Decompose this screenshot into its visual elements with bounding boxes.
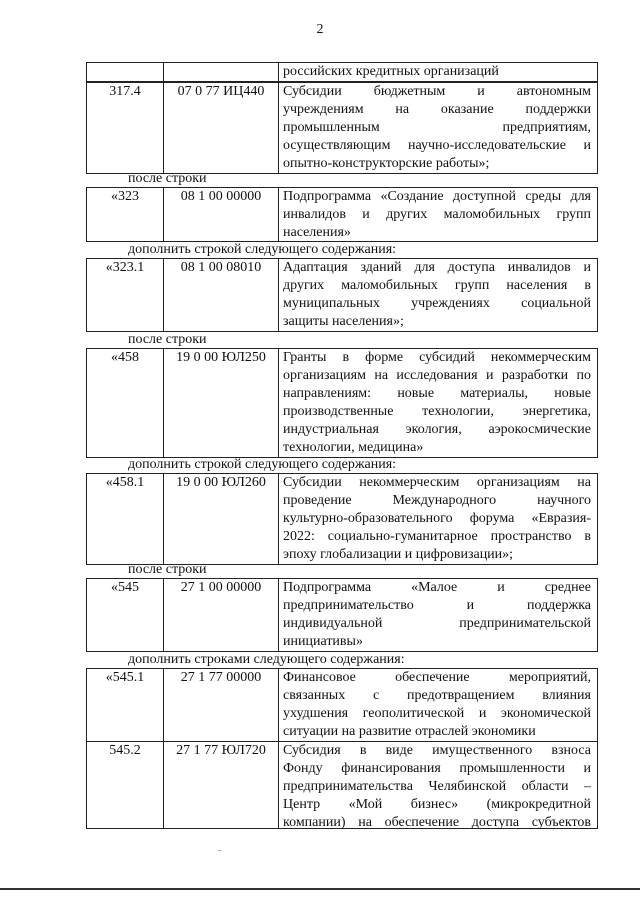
desc-line: Субсидии некоммерческим организациям на [283,475,591,490]
desc-line: предпринимательство и поддержка [283,598,591,613]
note-after-row: после строки [128,171,207,186]
page-number: 2 [316,22,324,37]
row-code: 545.2 [109,743,141,758]
desc-line: ситуации на развитие отраслей экономики [283,724,536,739]
desc-line: промышленным предприятиям, [283,120,591,135]
desc-line: культурно-образовательного форума «Евразия- [283,511,591,526]
note-add-rows: дополнить строками следующего содержания: [128,652,405,667]
desc-line: связанных с предотвращением влияния [283,688,591,703]
desc-line: ухудшения геополитической и экономической [283,706,591,721]
row-description [283,474,591,564]
desc-line: Субсидия в виде имущественного взноса [283,743,591,758]
desc-line: инициативы» [283,634,363,649]
row-description [283,579,591,651]
desc-line: Центр «Мой бизнес» (микрокредитной [283,797,591,812]
desc-line: Субсидии бюджетным и автономным [283,84,591,99]
desc-line: Подпрограмма «Создание доступной среды для [283,189,591,204]
desc-line: других маломобильных групп населения в [283,278,591,293]
row-description [283,742,591,832]
table-row [86,741,598,829]
row-code: «458 [111,350,139,365]
table-row [86,668,598,742]
desc-line: Адаптация зданий для доступа инвалидов и [283,260,591,275]
row-csr: 27 1 00 00000 [163,579,279,651]
row-description [283,349,591,457]
row-code: «545.1 [105,670,145,685]
table-row [86,187,598,242]
row-csr: 08 1 00 08010 [163,259,279,331]
desc-line: эпоху глобализации и цифровизации»; [283,547,514,562]
row-code: 317.4 [109,84,141,99]
row-code: «323.1 [105,260,145,275]
desc-line: индивидуальной предпринимательской [283,616,591,631]
row-code: «545 [111,580,139,595]
row-description [283,63,591,81]
desc-line: организациям на исследования и разработки по [283,368,591,383]
note-after-row: после строки [128,332,207,347]
desc-line: компании) на обеспечение доступа субъектов [283,815,591,830]
row-code: «323 [111,189,139,204]
table-row [86,348,598,458]
note-after-row: после строки [128,562,207,577]
row-csr: 07 0 77 ИЦ440 [163,83,279,173]
desc-line: российских кредитных организаций [283,64,499,79]
row-csr: 27 1 77 ЮЛ720 [163,742,279,828]
desc-line: населения» [283,225,351,240]
scan-edge-line [0,888,640,890]
desc-line: предпринимательства Челябинской области – [283,779,591,794]
desc-line: 2022: социально-гуманитарное пространство в [283,529,591,544]
row-csr: 19 0 00 ЮЛ260 [163,474,279,564]
table-row [86,578,598,652]
desc-line: проведение Международного научного [283,493,591,508]
row-code: «458.1 [105,475,145,490]
row-csr [163,63,279,81]
desc-line: инвалидов и других маломобильных групп [283,207,591,222]
table-row [86,258,598,332]
desc-line: Фонду финансирования промышленности и [283,761,591,776]
desc-line: опытно-конструкторские работы»; [283,156,490,171]
table-row [86,82,598,174]
table-row [86,473,598,565]
scan-speck [218,850,221,851]
table-row [86,62,598,82]
desc-line: производственные технологии, энергетика, [283,404,591,419]
row-description [283,188,591,242]
desc-line: осуществляющим научно-исследовательские и [283,138,591,153]
row-csr: 19 0 00 ЮЛ250 [163,349,279,457]
row-csr: 27 1 77 00000 [163,669,279,741]
desc-line: направлениям: новые материалы, новые [283,386,591,401]
note-add-row: дополнить строкой следующего содержания: [128,242,397,257]
desc-line: Гранты в форме субсидий некоммерческим [283,350,591,365]
desc-line: технологии, медицина» [283,440,424,455]
desc-line: защиты населения»; [283,314,404,329]
row-description [283,83,591,173]
row-description [283,669,591,741]
desc-line: индустриальная экология, аэрокосмические [283,422,591,437]
row-description [283,259,591,331]
desc-line: учреждениям на оказание поддержки [283,102,591,117]
desc-line: муниципальных учреждениях социальной [283,296,591,311]
note-add-row: дополнить строкой следующего содержания: [128,457,397,472]
row-csr: 08 1 00 00000 [163,188,279,241]
desc-line: Финансовое обеспечение мероприятий, [283,670,591,685]
desc-line: Подпрограмма «Малое и среднее [283,580,591,595]
